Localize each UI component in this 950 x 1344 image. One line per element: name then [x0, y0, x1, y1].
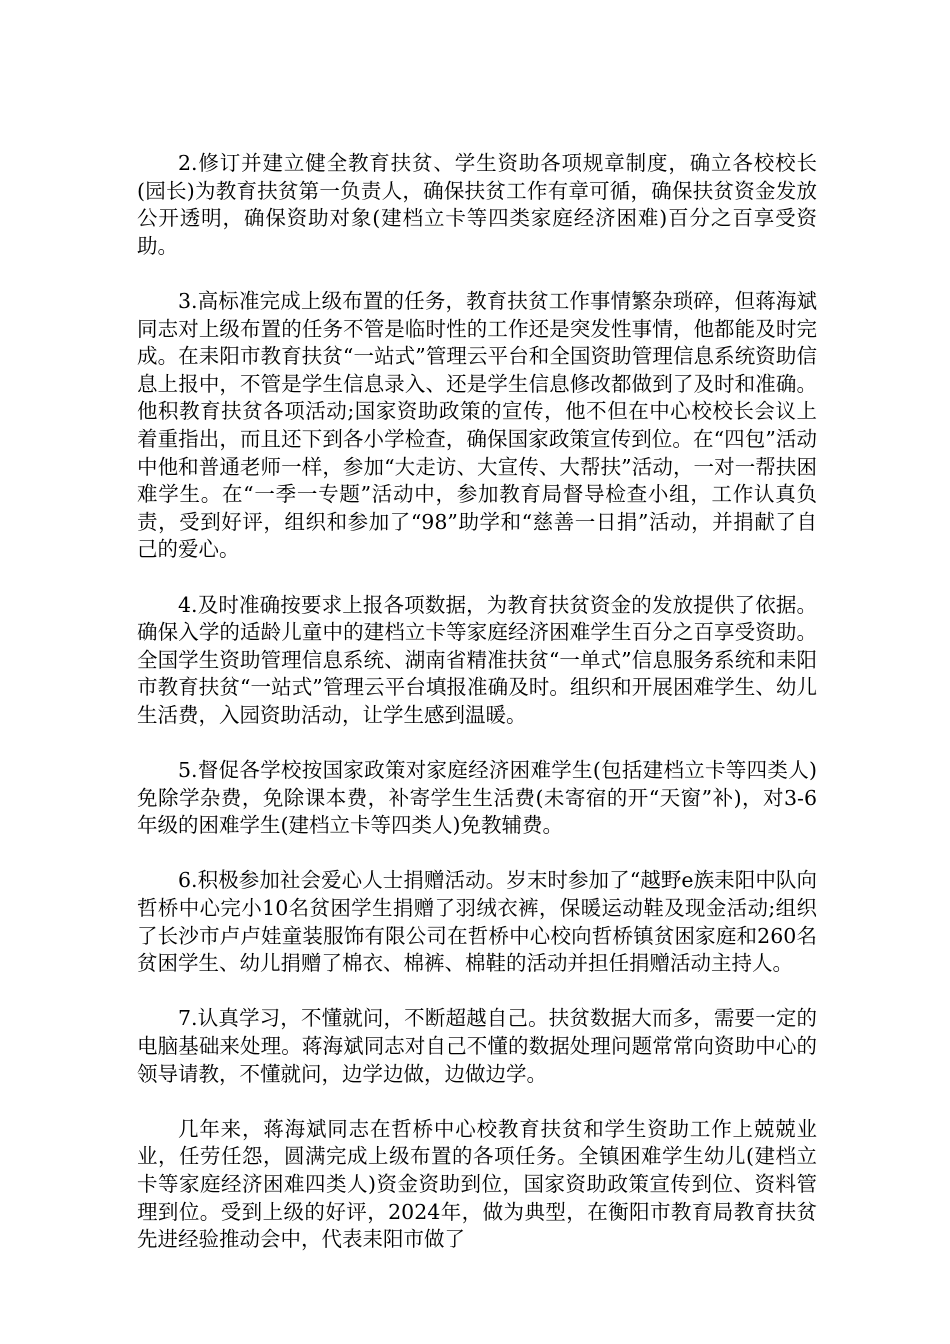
paragraph-item-3: 3.高标准完成上级布置的任务，教育扶贫工作事情繁杂琐碎，但蒋海斌同志对上级布置的任务不管是临时性的工作还是突发性事情，他都能及时完成。在耒阳市教育扶贫“一站式”管理云平台和全国资助管理信息系统资助信息上报中，不管是学生信息录入、还是学生信息修改都做到了及时和准确。他积教育扶贫各项活动;国家资助政策的宣传，他不但在中心校校长会议上着重指出，而且还下到各小学检查，确保国家政策宣传到位。在“四包”活动中他和普通老师一样，参加“大走访、大宣传、大帮扶”活动，一对一帮扶困难学生。在“一季一专题”活动中，参加教育局督导检查小组，工作认真负责，受到好评，组织和参加了“98”助学和“慈善一日捐”活动，并捐献了自己的爱心。 [137, 288, 817, 562]
paragraph-item-6: 6.积极参加社会爱心人士捐赠活动。岁末时参加了“越野e族耒阳中队向哲桥中心完小10名贫困学生捐赠了羽绒衣裤，保暖运动鞋及现金活动;组织了长沙市卢卢娃童装服饰有限公司在哲桥中心校向哲桥镇贫困家庭和260名贫困学生、幼儿捐赠了棉衣、棉裤、棉鞋的活动并担任捐赠活动主持人。 [137, 868, 817, 976]
document-body [137, 150, 817, 1254]
paragraph-item-5: 5.督促各学校按国家政策对家庭经济困难学生(包括建档立卡等四类人)免除学杂费，免除课本费，补寄学生生活费(未寄宿的开“天窗”补)，对3-6年级的困难学生(建档立卡等四类人)免教辅费。 [137, 758, 817, 838]
paragraph-item-7: 7.认真学习，不懂就问，不断超越自己。扶贫数据大而多，需要一定的电脑基础来处理。蒋海斌同志对自己不懂的数据处理问题常常向资助中心的领导请教，不懂就问，边学边做，边做边学。 [137, 1006, 817, 1086]
paragraph-item-2: 2.修订并建立健全教育扶贫、学生资助各项规章制度，确立各校校长(园长)为教育扶贫第一负责人，确保扶贫工作有章可循，确保扶贫资金发放公开透明，确保资助对象(建档立卡等四类家庭经济困难)百分之百享受资助。 [137, 151, 817, 258]
paragraph-summary: 几年来，蒋海斌同志在哲桥中心校教育扶贫和学生资助工作上兢兢业业，任劳任怨，圆满完成上级布置的各项任务。全镇困难学生幼儿(建档立卡等家庭经济困难四类人)资金资助到位，国家资助政策宣传到位、资料管理到位。受到上级的好评，2024年，做为典型，在衡阳市教育局教育扶贫先进经验推动会中，代表耒阳市做了 [137, 1116, 817, 1252]
paragraph-item-4: 4.及时准确按要求上报各项数据，为教育扶贫资金的发放提供了依据。确保入学的适龄儿童中的建档立卡等家庭经济困难学生百分之百享受资助。全国学生资助管理信息系统、湖南省精准扶贫“一单式”信息服务系统和耒阳市教育扶贫“一站式”管理云平台填报准确及时。组织和开展困难学生、幼儿生活费，入园资助活动，让学生感到温暖。 [137, 592, 817, 727]
